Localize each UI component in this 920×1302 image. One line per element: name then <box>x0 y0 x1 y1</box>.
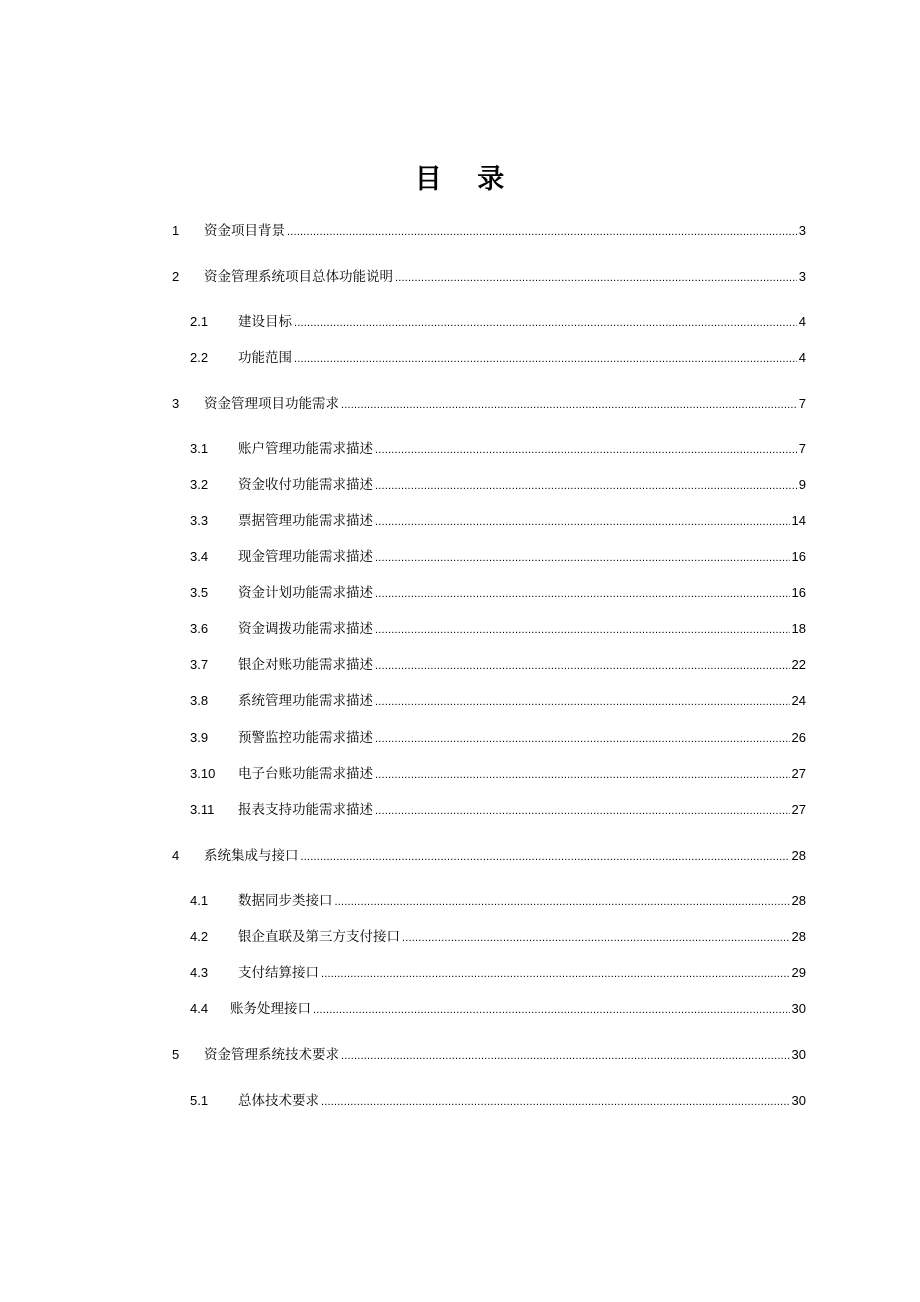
toc-entry-number: 4.3 <box>190 965 209 980</box>
toc-entry-number: 4.4 <box>190 1001 209 1016</box>
toc-entry[interactable] <box>172 394 806 415</box>
toc-entry[interactable] <box>190 800 806 821</box>
toc-entry[interactable] <box>190 655 806 676</box>
toc-entry-number: 1 <box>172 223 180 238</box>
toc-entry-page: 30 <box>791 1001 806 1016</box>
toc-entry-number: 2.1 <box>190 314 209 329</box>
toc-entry-page: 29 <box>791 965 806 980</box>
toc-entry-number: 4.2 <box>190 929 209 944</box>
toc-leader-dots <box>375 548 790 568</box>
toc-leader-dots <box>375 476 797 496</box>
toc-entry-page: 16 <box>791 585 806 600</box>
toc-entry-title: 现金管理功能需求描述 <box>238 549 373 565</box>
toc-entry-number: 3.10 <box>190 766 216 781</box>
toc-entry-number: 5.1 <box>190 1093 209 1108</box>
toc-entry-page: 3 <box>798 269 806 284</box>
toc-entry-number: 3 <box>172 396 180 411</box>
toc-entry-number: 5 <box>172 1047 180 1062</box>
toc-entry-page: 28 <box>791 848 806 863</box>
toc-entry-title: 功能范围 <box>238 350 292 366</box>
toc-leader-dots <box>375 440 797 460</box>
toc-entry[interactable] <box>190 891 806 912</box>
toc-entry-number: 3.5 <box>190 585 209 600</box>
toc-entry-number: 3.6 <box>190 621 209 636</box>
toc-entry-title: 电子台账功能需求描述 <box>238 766 373 782</box>
toc-entry[interactable] <box>190 439 806 460</box>
toc-entry-number: 3.9 <box>190 730 209 745</box>
toc-entry-number: 3.11 <box>190 802 215 817</box>
toc-entry-title: 资金管理系统项目总体功能说明 <box>204 269 393 285</box>
toc-entry-title: 建设目标 <box>238 314 292 330</box>
toc-entry[interactable] <box>190 728 806 749</box>
toc-entry-title: 总体技术要求 <box>238 1093 319 1109</box>
toc-entry-number: 3.7 <box>190 657 209 672</box>
toc-entry[interactable] <box>190 619 806 640</box>
toc-entry-page: 22 <box>791 657 806 672</box>
toc-leader-dots <box>375 765 790 785</box>
toc-entry-page: 3 <box>798 223 806 238</box>
toc-entry-title: 银企对账功能需求描述 <box>238 657 373 673</box>
toc-entry-page: 27 <box>791 766 806 781</box>
toc-leader-dots <box>375 584 790 604</box>
toc-entry[interactable] <box>190 348 806 369</box>
toc-entry-number: 3.2 <box>190 477 209 492</box>
toc-entry-title: 资金收付功能需求描述 <box>238 477 373 493</box>
toc-entry[interactable] <box>190 312 806 333</box>
toc-entry-page: 18 <box>791 621 806 636</box>
toc-leader-dots <box>375 692 790 712</box>
toc-entry-page: 9 <box>798 477 806 492</box>
toc-leader-dots <box>375 801 790 821</box>
toc-leader-dots <box>287 222 797 242</box>
toc-entry-number: 2 <box>172 269 180 284</box>
toc-entry-page: 28 <box>791 893 806 908</box>
toc-entry-page: 27 <box>791 802 806 817</box>
toc-title: 目 录 <box>414 164 506 195</box>
toc-entry-title: 账务处理接口 <box>230 1001 311 1017</box>
toc-entry-title: 票据管理功能需求描述 <box>238 513 373 529</box>
toc-leader-dots <box>294 349 797 369</box>
toc-entry[interactable] <box>172 221 806 242</box>
toc-leader-dots <box>375 620 790 640</box>
toc-entry-title: 资金调拨功能需求描述 <box>238 621 373 637</box>
toc-entry-title: 资金管理系统技术要求 <box>204 1047 339 1063</box>
toc-leader-dots <box>301 847 790 867</box>
toc-entry-number: 3.3 <box>190 513 209 528</box>
toc-entry-number: 4.1 <box>190 893 209 908</box>
toc-entry-title: 银企直联及第三方支付接口 <box>238 929 400 945</box>
toc-leader-dots <box>402 928 790 948</box>
toc-leader-dots <box>321 964 790 984</box>
toc-entry-page: 26 <box>791 730 806 745</box>
toc-entry-page: 30 <box>791 1047 806 1062</box>
toc-entry-page: 30 <box>791 1093 806 1108</box>
toc-entry[interactable] <box>172 267 806 288</box>
toc-leader-dots <box>335 892 790 912</box>
toc-entry-page: 24 <box>791 693 806 708</box>
toc-leader-dots <box>395 268 797 288</box>
toc-entry[interactable] <box>190 547 806 568</box>
toc-entry-page: 14 <box>791 513 806 528</box>
toc-entry-title: 资金计划功能需求描述 <box>238 585 373 601</box>
toc-entry-page: 4 <box>798 350 806 365</box>
toc-entry-page: 28 <box>791 929 806 944</box>
toc-entry-title: 系统管理功能需求描述 <box>238 693 373 709</box>
toc-entry-title: 报表支持功能需求描述 <box>238 802 373 818</box>
toc-entry-title: 预警监控功能需求描述 <box>238 730 373 746</box>
toc-entry-number: 3.4 <box>190 549 209 564</box>
toc-entry-title: 资金管理项目功能需求 <box>204 396 339 412</box>
toc-entry-title: 账户管理功能需求描述 <box>238 441 373 457</box>
toc-entry[interactable] <box>190 1091 806 1112</box>
toc-entry[interactable] <box>190 927 806 948</box>
toc-entry[interactable] <box>190 999 806 1020</box>
toc-leader-dots <box>294 313 797 333</box>
toc-leader-dots <box>313 1000 790 1020</box>
toc-leader-dots <box>321 1092 790 1112</box>
toc-leader-dots <box>375 512 790 532</box>
toc-entry[interactable] <box>190 511 806 532</box>
toc-leader-dots <box>341 1046 790 1066</box>
toc-entry[interactable] <box>190 475 806 496</box>
toc-entry-number: 4 <box>172 848 180 863</box>
toc-leader-dots <box>341 395 797 415</box>
toc-entry-title: 资金项目背景 <box>204 223 285 239</box>
toc-entry[interactable] <box>190 963 806 984</box>
toc-entry-number: 3.8 <box>190 693 209 708</box>
toc-entry-title: 支付结算接口 <box>238 965 319 981</box>
toc-entry[interactable] <box>172 1045 806 1066</box>
toc-entry[interactable] <box>190 691 806 712</box>
toc-entry[interactable] <box>190 764 806 785</box>
toc-entry-number: 3.1 <box>190 441 209 456</box>
toc-entry-page: 7 <box>798 396 806 411</box>
toc-leader-dots <box>375 656 790 676</box>
toc-entry-title: 数据同步类接口 <box>238 893 333 909</box>
toc-entry-page: 7 <box>798 441 806 456</box>
toc-entry-page: 16 <box>791 549 806 564</box>
toc-leader-dots <box>375 729 790 749</box>
toc-entry-page: 4 <box>798 314 806 329</box>
toc-entry-title: 系统集成与接口 <box>204 848 299 864</box>
toc-entry[interactable] <box>172 846 806 867</box>
toc-entry[interactable] <box>190 583 806 604</box>
toc-entry-number: 2.2 <box>190 350 209 365</box>
